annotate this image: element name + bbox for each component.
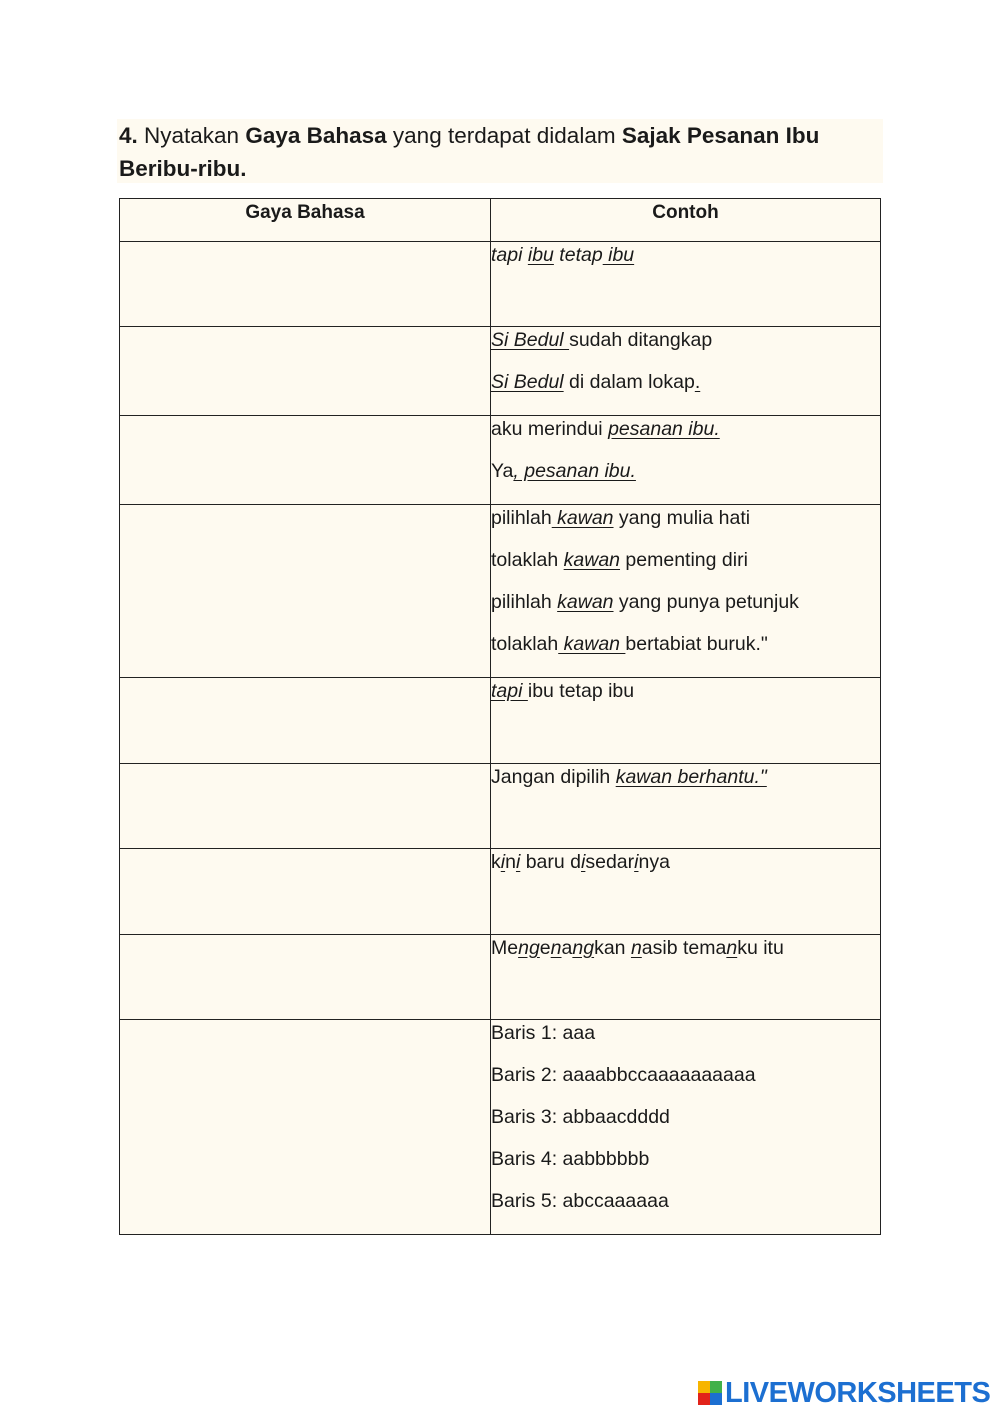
answer-cell bbox=[120, 935, 491, 1020]
example-text-segment: Baris 1: aaa bbox=[491, 1022, 596, 1044]
logo-icon-square bbox=[698, 1381, 710, 1393]
answer-cell bbox=[120, 242, 491, 327]
example-line bbox=[491, 1104, 880, 1146]
example-text-segment: pilihlah bbox=[491, 507, 552, 529]
example-line bbox=[491, 1020, 880, 1062]
example-text-segment: a bbox=[561, 937, 573, 959]
example-text-segment: n bbox=[630, 937, 642, 959]
example-text-segment: tapi bbox=[491, 680, 528, 702]
gaya-bahasa-answer-input[interactable] bbox=[120, 505, 494, 677]
table-row bbox=[120, 849, 881, 935]
contoh-cell bbox=[491, 242, 881, 327]
example-line bbox=[491, 1146, 880, 1188]
contoh-cell bbox=[491, 764, 881, 849]
example-line bbox=[491, 327, 880, 369]
table-row bbox=[120, 764, 881, 849]
contoh-cell bbox=[491, 416, 881, 505]
gaya-bahasa-answer-input[interactable] bbox=[120, 327, 494, 415]
example-text-segment: aku merindui bbox=[491, 418, 609, 440]
contoh-cell bbox=[491, 849, 881, 935]
example-text-segment: i bbox=[634, 851, 639, 873]
worksheet-table bbox=[119, 198, 881, 1235]
example-text-segment: e bbox=[539, 937, 551, 959]
example-text-segment: asib tema bbox=[641, 937, 727, 959]
example-text-segment: kawan bbox=[563, 549, 621, 571]
example-line bbox=[491, 589, 880, 631]
example-text-segment: nya bbox=[638, 851, 670, 873]
example-text-segment: n bbox=[505, 851, 516, 873]
example-line bbox=[491, 935, 880, 977]
example-text-segment: tolaklah bbox=[491, 633, 559, 655]
contoh-cell bbox=[491, 935, 881, 1020]
answer-cell bbox=[120, 678, 491, 764]
example-line bbox=[491, 458, 880, 500]
example-line bbox=[491, 631, 880, 673]
answer-cell bbox=[120, 505, 491, 678]
example-text-segment: kan bbox=[594, 937, 631, 959]
example-text-segment: di dalam lokap bbox=[563, 371, 695, 393]
example-text-segment: yang mulia hati bbox=[613, 507, 751, 529]
table-row bbox=[120, 242, 881, 327]
example-text-segment: i bbox=[515, 851, 521, 873]
gaya-bahasa-answer-input[interactable] bbox=[120, 849, 494, 934]
answer-cell bbox=[120, 849, 491, 935]
example-line bbox=[491, 1062, 880, 1104]
example-line bbox=[491, 849, 880, 891]
liveworksheets-logo-text: LIVEWORKSHEETS bbox=[725, 1376, 991, 1409]
contoh-cell bbox=[491, 505, 881, 678]
example-text-segment: n bbox=[550, 937, 562, 959]
example-text-segment: ku itu bbox=[737, 937, 784, 959]
example-text-segment: ibu tetap ibu bbox=[527, 680, 635, 702]
liveworksheets-logo bbox=[698, 1378, 990, 1408]
example-text-segment: ibu bbox=[602, 244, 635, 266]
example-text-segment: n bbox=[726, 937, 738, 959]
example-text-segment: tetap bbox=[553, 244, 603, 266]
example-text-segment: ng bbox=[572, 937, 595, 959]
gaya-bahasa-answer-input[interactable] bbox=[120, 416, 494, 504]
example-text-segment: Si Bedul bbox=[491, 371, 564, 393]
table-row bbox=[120, 327, 881, 416]
contoh-cell bbox=[491, 327, 881, 416]
logo-icon-square bbox=[698, 1393, 710, 1405]
example-text-segment: Baris 2: aaaabbccaaaaaaaaaa bbox=[491, 1064, 756, 1086]
example-text-segment: kawan bbox=[551, 507, 614, 529]
example-text-segment: pilihlah bbox=[491, 591, 558, 613]
gaya-bahasa-answer-input[interactable] bbox=[120, 242, 494, 326]
example-text-segment: Baris 5: abccaaaaaa bbox=[491, 1190, 669, 1212]
example-line bbox=[491, 242, 880, 284]
contoh-cell bbox=[491, 678, 881, 764]
question-number: 4. bbox=[119, 123, 138, 148]
question-heading bbox=[117, 119, 883, 183]
example-text-segment: Si Bedul bbox=[491, 329, 570, 351]
header-gaya-bahasa: Gaya Bahasa bbox=[120, 199, 491, 242]
answer-cell bbox=[120, 1020, 491, 1235]
example-text-segment: pementing diri bbox=[620, 549, 748, 571]
example-text-segment: yang punya petunjuk bbox=[613, 591, 799, 613]
example-text-segment: ng bbox=[518, 937, 540, 959]
example-text-segment: Baris 3: abbaacdddd bbox=[491, 1106, 670, 1128]
example-line bbox=[491, 416, 880, 458]
logo-icon-square bbox=[710, 1393, 722, 1405]
question-text-part-1: Nyatakan bbox=[137, 123, 246, 148]
example-line bbox=[491, 505, 880, 547]
example-line bbox=[491, 369, 880, 411]
question-poem-title: Sajak Pesanan Ibu Beribu-ribu. bbox=[119, 123, 820, 181]
example-text-segment: tolaklah bbox=[491, 549, 564, 571]
table-row bbox=[120, 505, 881, 678]
example-line bbox=[491, 1188, 880, 1230]
example-line bbox=[491, 678, 880, 720]
example-text-segment: tapi bbox=[491, 244, 528, 266]
example-text-segment: baru d bbox=[520, 851, 582, 873]
answer-cell bbox=[120, 764, 491, 849]
answer-cell bbox=[120, 416, 491, 505]
example-text-segment: i bbox=[581, 851, 586, 873]
gaya-bahasa-answer-input[interactable] bbox=[120, 764, 494, 848]
header-contoh: Contoh bbox=[491, 199, 881, 242]
example-text-segment: kawan bbox=[557, 591, 614, 613]
question-term-gaya-bahasa: Gaya Bahasa bbox=[245, 123, 387, 148]
example-text-segment: , pesanan ibu. bbox=[513, 460, 636, 482]
table-row bbox=[120, 416, 881, 505]
example-line bbox=[491, 764, 880, 806]
example-text-segment: k bbox=[491, 851, 501, 873]
question-text-part-2: yang terdapat didalam bbox=[386, 123, 622, 148]
table-row bbox=[120, 678, 881, 764]
example-text-segment: sedar bbox=[585, 851, 635, 873]
gaya-bahasa-answer-input[interactable] bbox=[120, 678, 494, 763]
table-header-row bbox=[120, 199, 881, 242]
example-text-segment: sudah ditangkap bbox=[569, 329, 713, 351]
liveworksheets-logo-icon bbox=[698, 1381, 722, 1405]
table-row bbox=[120, 1020, 881, 1235]
example-text-segment: pesanan ibu. bbox=[608, 418, 720, 440]
example-text-segment: ibu bbox=[527, 244, 554, 266]
example-text-segment: kawan berhantu." bbox=[615, 766, 767, 788]
example-text-segment: Ya bbox=[491, 460, 514, 482]
example-text-segment: Jangan dipilih bbox=[491, 766, 616, 788]
example-text-segment: bertabiat buruk." bbox=[625, 633, 768, 655]
example-line bbox=[491, 547, 880, 589]
gaya-bahasa-answer-input[interactable] bbox=[120, 1020, 494, 1234]
gaya-bahasa-answer-input[interactable] bbox=[120, 935, 494, 1019]
table-row bbox=[120, 935, 881, 1020]
contoh-cell bbox=[491, 1020, 881, 1235]
example-text-segment: . bbox=[694, 371, 701, 393]
example-text-segment: Me bbox=[491, 937, 519, 959]
example-text-segment: Baris 4: aabbbbbb bbox=[491, 1148, 650, 1170]
example-text-segment: kawan bbox=[558, 633, 626, 655]
example-text-segment: i bbox=[500, 851, 506, 873]
logo-icon-square bbox=[710, 1381, 722, 1393]
answer-cell bbox=[120, 327, 491, 416]
